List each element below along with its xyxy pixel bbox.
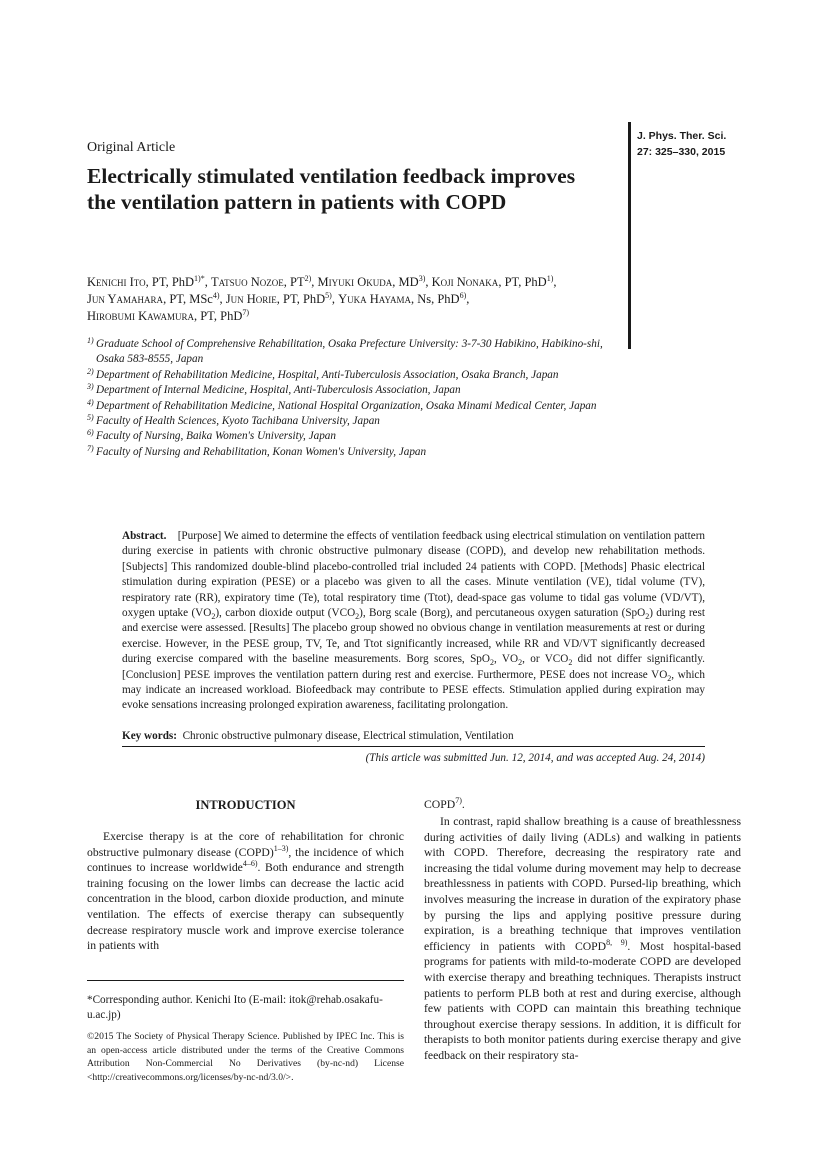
author: Hirobumi Kawamura, PT, PhD$^{7)}$ <box>87 307 250 323</box>
author: Kenichi Ito, PT, PhD$^{1)*}$ <box>87 273 205 289</box>
affiliations <box>87 337 617 460</box>
affiliation: 5) Faculty of Health Sciences, Kyoto Tachibana University, Japan <box>87 413 380 428</box>
submission-dates: (This article was submitted Jun. 12, 2014, and was accepted Aug. 24, 2014) <box>365 752 705 764</box>
journal-name: J. Phys. Ther. Sci. <box>637 130 727 142</box>
affiliation: 4) Department of Rehabilitation Medicine, National Hospital Organization, Osaka Minami Medical Center, Japan <box>87 397 597 412</box>
affiliation: 7) Faculty of Nursing and Rehabilitation, Konan Women's University, Japan <box>87 443 427 458</box>
author-list: Kenichi Ito, PT, PhD$^{1)*}$, Tatsuo Nozoe, PT$^{2)}$, Miyuki Okuda, MD$^{3)}$, Koji Nonaka, PT, PhD$^{1)}$, Jun Yamahara, PT, MSc$^{4)}$, Jun Horie, PT, PhD$^{5)}$, Yuka Hayama, Ns, PhD$^{6)}$, Hirobumi Kawamura, PT, PhD$^{7)}$ <box>87 273 557 323</box>
article-type: Original Article <box>87 140 176 155</box>
paper-title: Electrically stimulated ventilation feedback improves the ventilation pattern in patients with COPD <box>87 164 576 214</box>
body-right-column: In contrast, rapid shallow breathing is a cause of breathlessness during activities of daily living (ADLs) and walking in patients with COPD. Therefore, decreasing the respiratory rate and increasing the tidal volume during movement may help to decrease breathlessness in patients with COPD. Pursed-lip breathing, which involves measuring the increase in duration of the expiratory phase by pursing the lips and applying positive pressure during expiration, is a breathing technique that improves ventilation efficiency in patients with COPD$^{8, 9)}$. Most hospital-based programs for patients with mild-to-moderate COPD are developed with exercise therapy and breathing techniques. Therapists instruct patients to perform PLB both at rest and during exercise, although few patients with COPD can maintain this breathing technique throughout exercise therapy sessions. In addition, it is difficult for therapists to both monitor patients during exercise therapy and give feedback on their respiratory sta- <box>424 815 741 1062</box>
affiliation: 3) Department of Internal Medicine, Hospital, Anti-Tuberculosis Association, Japan <box>87 382 461 397</box>
header-rule <box>628 122 631 349</box>
author: Miyuki Okuda, MD$^{3)}$ <box>317 273 426 289</box>
section-heading: INTRODUCTION <box>195 798 296 812</box>
affiliation: 1) Graduate School of Comprehensive Rehabilitation, Osaka Prefecture University: 3-7-30 Habikino, Habikino-shi, Osaka 583-8555, Japan <box>87 336 603 366</box>
license-notice: ©2015 The Society of Physical Therapy Science. Published by IPEC Inc. This is an open-access article distributed under the terms of the Creative Commons Attribution Non-Commercial No Derivatives (by-nc-nd) License <http://creativecommons.org/licenses/by-nc-nd/3.0/>. <box>87 1031 404 1083</box>
author: Koji Nonaka, PT, PhD$^{1)}$ <box>431 273 554 289</box>
divider <box>122 746 705 747</box>
author: Jun Yamahara, PT, MSc$^{4)}$ <box>87 290 220 306</box>
affiliation: 2) Department of Rehabilitation Medicine, Hospital, Anti-Tuberculosis Association, Osaka Branch, Japan <box>87 366 559 381</box>
footnote-divider <box>87 980 404 981</box>
author: Yuka Hayama, Ns, PhD$^{6)}$ <box>338 290 467 306</box>
author: Jun Horie, PT, PhD$^{5)}$ <box>225 290 332 306</box>
journal-volume: 27: 325–330, 2015 <box>637 146 726 158</box>
journal-citation <box>637 128 726 160</box>
keywords-text: Chronic obstructive pulmonary disease, Electrical stimulation, Ventilation <box>182 730 514 742</box>
keywords <box>122 729 705 744</box>
author: Tatsuo Nozoe, PT$^{2)}$ <box>210 273 312 289</box>
corresponding-author: *Corresponding author. Kenichi Ito (E-mail: itok@rehab.osakafu-u.ac.jp) <box>87 994 383 1021</box>
keywords-label: Key words: <box>122 730 177 742</box>
abstract: Abstract. [Purpose] We aimed to determine the effects of ventilation feedback using electrical stimulation on ventilation pattern during exercise in patients with chronic obstructive pulmonary disease (COPD), and develop new rehabilitation methods. [Subjects] This randomized double-blind placebo-controlled trial included 24 patients with COPD. [Methods] Phasic electrical stimulation during expiration (PESE) or a placebo was given to all the cases. Minute ventilation (VE), tidal volume (TV), respiratory rate (RR), expiratory time (Te), total respiratory time (Ttot), dead-space gas volume to tidal gas volume (VD/VT), oxygen uptake $(VO_2)$, carbon dioxide output $(VCO_2)$, Borg scale (Borg), and percutaneous oxygen saturation (SpO$_2$) during rest and exercise were assessed. [Results] The placebo group showed no obvious change in ventilation measurements at rest or during exercise. However, in the PESE group, TV, Te, and Ttot significantly increased, while RR and VD/VT significantly decreased during exercise compared with the baseline measurements. Borg scores, SpO$_2$, $VO_2$, or $VCO_2$ did not differ significantly. [Conclusion] PESE improves the ventilation pattern during rest and exercise. Furthermore, PESE does not increase $VO_2$, which may indicate an increased workload. Biofeedback may contribute to PESE effects. Stimulation applied during expiration may evoke sensations increasing prolonged expiration awareness, facilitating prolongation. <box>122 530 706 712</box>
body-right-column-start: COPD$^{7)}$. <box>424 796 465 811</box>
affiliation: 6) Faculty of Nursing, Baika Women's University, Japan <box>87 428 336 443</box>
body-left-column: Exercise therapy is at the core of rehabilitation for chronic obstructive pulmonary disease (COPD)$^{1-3)}$, the incidence of which continues to increase worldwide$^{4-6)}$. Both endurance and strength training focusing on the lower limbs can decrease the lactic acid concentration in the blood, carbon dioxide production, and minute ventilation. The effects of exercise therapy can subsequently decrease respiratory muscle work and improve exercise tolerance in patients with <box>87 830 404 953</box>
abstract-label: Abstract. <box>122 530 167 542</box>
